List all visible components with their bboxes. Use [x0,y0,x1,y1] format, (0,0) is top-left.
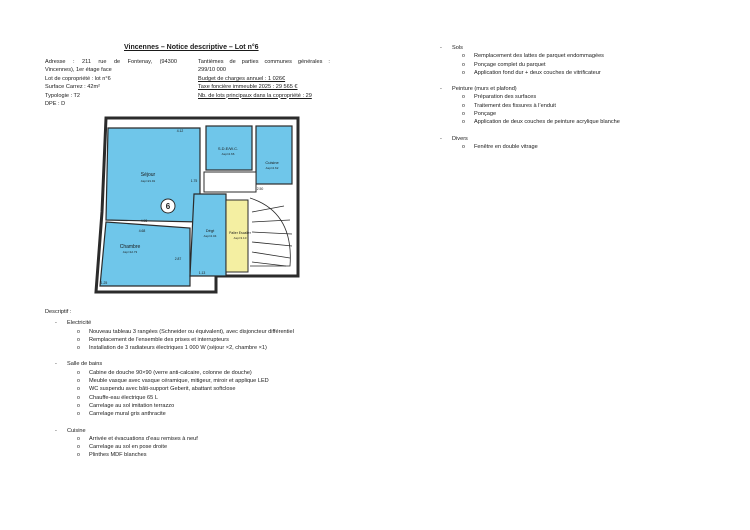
list-item: o Traitement des fissures à l’enduit [452,102,730,110]
section-items [67,435,345,460]
section-sols [430,44,730,77]
dim-d7: 1.25 [100,281,108,285]
section-salle-de-bains [45,360,345,418]
label-degt-area: Asp=2.04 [203,234,217,238]
label-cuisine-area: Asp=2.62 [265,166,279,170]
staircase [250,198,292,266]
section-items [67,369,345,419]
list-item: o Chauffe-eau électrique 65 L [67,394,345,402]
list-item: o Cabine de douche 90×90 (verre anti-calcaire, colonne de douche) [67,369,345,377]
label-palier: Palier Escalier [229,231,251,235]
list-item: o Remplacement de l’ensemble des prises et interrupteurs [67,336,345,344]
list-item: o Ponçage complet du parquet [452,61,730,69]
property-info-right [198,58,330,100]
list-item: o Installation de 3 radiateurs électriques 1 000 W (séjour ×2, chambre ×1) [67,344,345,352]
list-item: o Préparation des surfaces [452,93,730,101]
address-line-2: Vincennes), 1er étage face [45,67,112,74]
list-item: o WC suspendu avec bâti-support Geberit, abattant softclose [67,385,345,393]
section-items [452,52,730,77]
section-title: Sols [452,45,463,51]
dim-d5: 1.75 [190,179,198,183]
document-title: Vincennes – Notice descriptive – Lot n°6 [124,44,259,51]
section-bullet: - [55,361,57,368]
floor-plan [94,116,304,294]
label-chambre-area: Asp=12.73 [122,250,138,254]
list-item: o Carrelage au sol en pose droite [67,443,345,451]
tantiemes-value: 299/10 000 [198,67,226,74]
list-item: o Remplacement des lattes de parquet endommagées [452,52,730,60]
list-item: o Application fond dur + deux couches de vitrificateur [452,69,730,77]
dim-d1: 4.12 [176,129,184,133]
address-line: Adresse : 211 rue de Fontenay, (94300 [45,59,177,65]
section-title: Salle de bains [67,361,103,368]
section-title: Divers [452,135,468,142]
lot-number: Lot de copropriété : lot n°6 [45,75,111,82]
corridor [204,172,256,192]
dpe-rating: DPE : D [45,101,66,108]
section-bullet: - [55,320,57,327]
descriptif-label: Descriptif : [45,309,72,315]
lot-badge-number: 6 [165,202,171,211]
section-items [452,93,730,126]
list-item: o Fenêtre en double vitrage [452,143,730,151]
section-title: Electricité [67,320,92,327]
dim-d8: 2.87 [174,257,182,261]
label-degt: Dégt [205,228,215,233]
dim-d6: 1.13 [198,271,206,275]
section-bullet: - [440,86,442,93]
list-item: o Carrelage au sol imitation terrazzo [67,402,345,410]
taxe-fonciere: Taxe foncière immeuble 2025 : 29 565 € [198,84,298,91]
surface-carrez: Surface Carrez : 42m² [45,84,101,91]
list-item: o Arrivée et évacuations d’eau remises à neuf [67,435,345,443]
section-electricit [45,319,345,352]
dim-d3: 4.68 [138,229,146,233]
label-chambre: Chambre [119,244,141,250]
section-items [452,143,730,151]
descriptif-left [45,308,345,460]
label-sde: S.D.E/W.C. [217,146,239,151]
section-title: Cuisine [67,427,86,434]
section-title: Peinture (murs et plafond) [452,86,517,93]
budget-charges: Budget de charges annuel : 1 026€ [198,75,286,82]
list-item: o Application de deux couches de peinture acrylique blanche [452,118,730,126]
dim-d4: 2.50 [256,187,264,191]
descriptif-right [430,44,730,151]
room-cuisine [256,126,292,184]
section-cuisine [45,427,345,460]
section-peinture-murs-et-plafond [430,85,730,126]
section-bullet: - [55,427,57,434]
section-divers [430,135,730,152]
list-item: o Plinthes MDF blanches [67,451,345,459]
list-item: o Meuble vasque avec vasque céramique, mitigeur, miroir et applique LED [67,377,345,385]
typology: Typologie : T2 [45,92,81,99]
tantiemes-label: Tantièmes de parties communes générales : [198,59,330,65]
label-sejour-area: Asp=21.91 [140,179,156,183]
label-sde-area: Asp=2.66 [221,152,235,156]
label-palier-area: Asp=3.10 [233,236,247,240]
list-item: o Carrelage mural gris anthracite [67,410,345,418]
list-item: o Nouveau tableau 3 rangées (Schneider ou équivalent), avec disjoncteur différentiel [67,328,345,336]
section-items [67,328,345,353]
label-sejour: Séjour [140,172,156,178]
label-cuisine: Cuisine [265,160,279,165]
nb-lots: Nb. de lots principaux dans la copropriété : 29 [198,92,312,99]
section-bullet: - [440,45,442,51]
section-bullet: - [440,135,442,142]
dim-d2: 4.98 [140,219,148,223]
list-item: o Ponçage [452,110,730,118]
property-info-left [45,58,177,108]
